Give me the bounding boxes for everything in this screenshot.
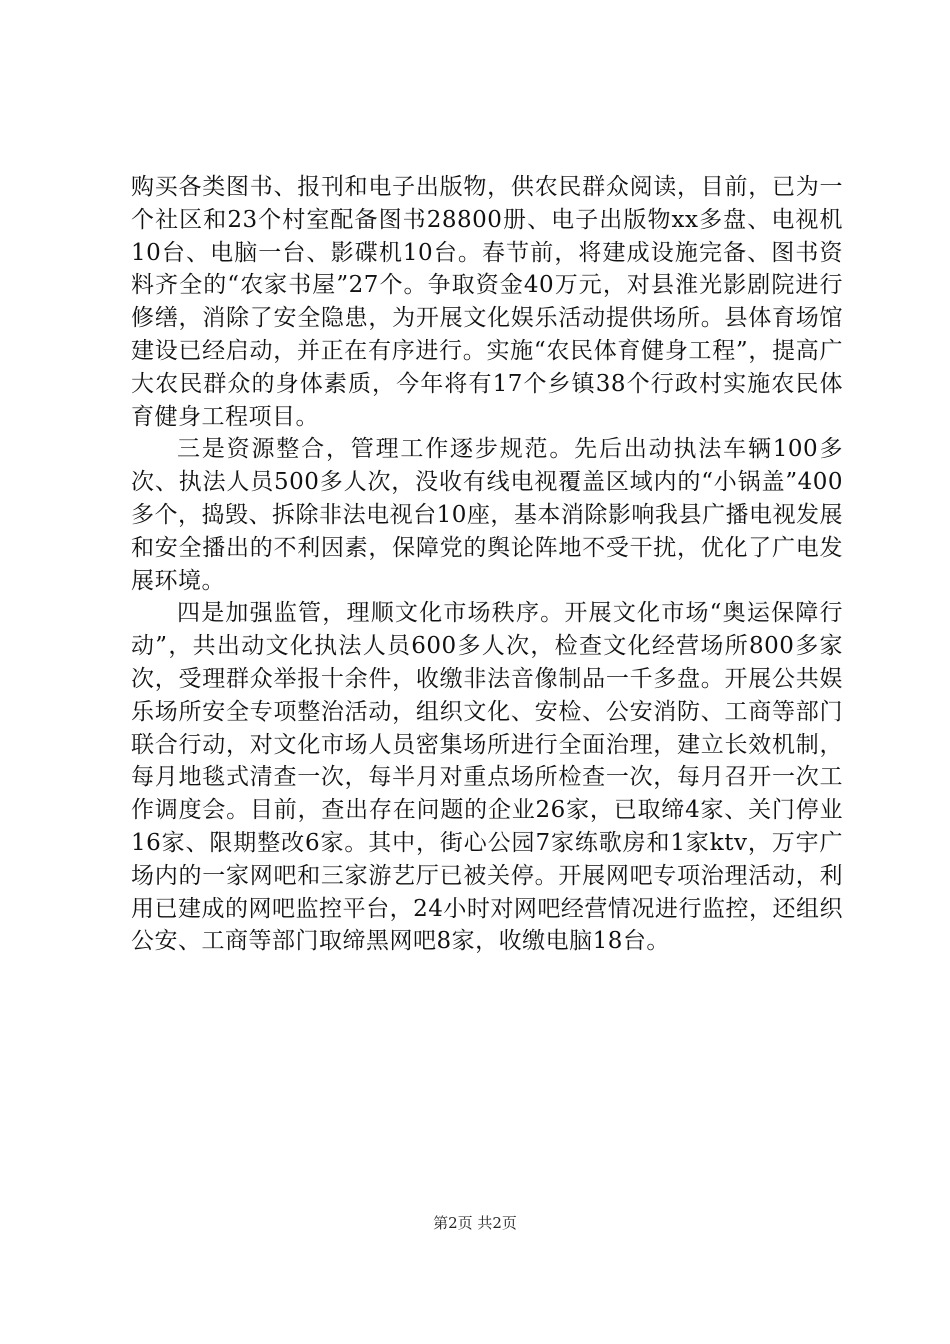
paragraph-market-supervision: 四是加强监管，理顺文化市场秩序。开展文化市场“奥运保障行动”，共出动文化执法人员600多人次，检查文化经营场所800多家次，受理群众举报十余件，收缴非法音像制品一千多盘。开展公共娱乐场所安全专项整治活动，组织文化、安检、公安消防、工商等部门联合行动，对文化市场人员密集场所进行全面治理，建立长效机制，每月地毯式清查一次，每半月对重点场所检查一次，每月召开一次工作调度会。目前，查出存在问题的企业26家，已取缔4家、关门停业16家、限期整改6家。其中，街心公园7家练歌房和1家ktv，万宇广场内的一家网吧和三家游艺厅已被关停。开展网吧专项治理活动，利用已建成的网吧监控平台，24小时对网吧经营情况进行监控，还组织公安、工商等部门取缔黑网吧8家，收缴电脑18台。	[131, 600, 843, 955]
page-number-footer: 第2页 共2页	[433, 1214, 517, 1232]
document-body	[131, 171, 843, 958]
paragraph-resource-integration: 三是资源整合，管理工作逐步规范。先后出动执法车辆100多次、执法人员500多人次，没收有线电视覆盖区域内的“小锅盖”400多个，捣毁、拆除非法电视台10座，基本消除影响我县广播电视发展和安全播出的不利因素，保障党的舆论阵地不受干扰，优化了广电发展环境。	[131, 436, 843, 594]
paragraph-continued: 购买各类图书、报刊和电子出版物，供农民群众阅读，目前，已为一个社区和23个村室配备图书28800册、电子出版物xx多盘、电视机10台、电脑一台、影碟机10台。春节前，将建成设施完备、图书资料齐全的“农家书屋”27个。争取资金40万元，对县淮光影剧院进行修缮，消除了安全隐患，为开展文化娱乐活动提供场所。县体育场馆建设已经启动，并正在有序进行。实施“农民体育健身工程”，提高广大农民群众的身体素质，今年将有17个乡镇38个行政村实施农民体育健身工程项目。	[131, 174, 843, 430]
